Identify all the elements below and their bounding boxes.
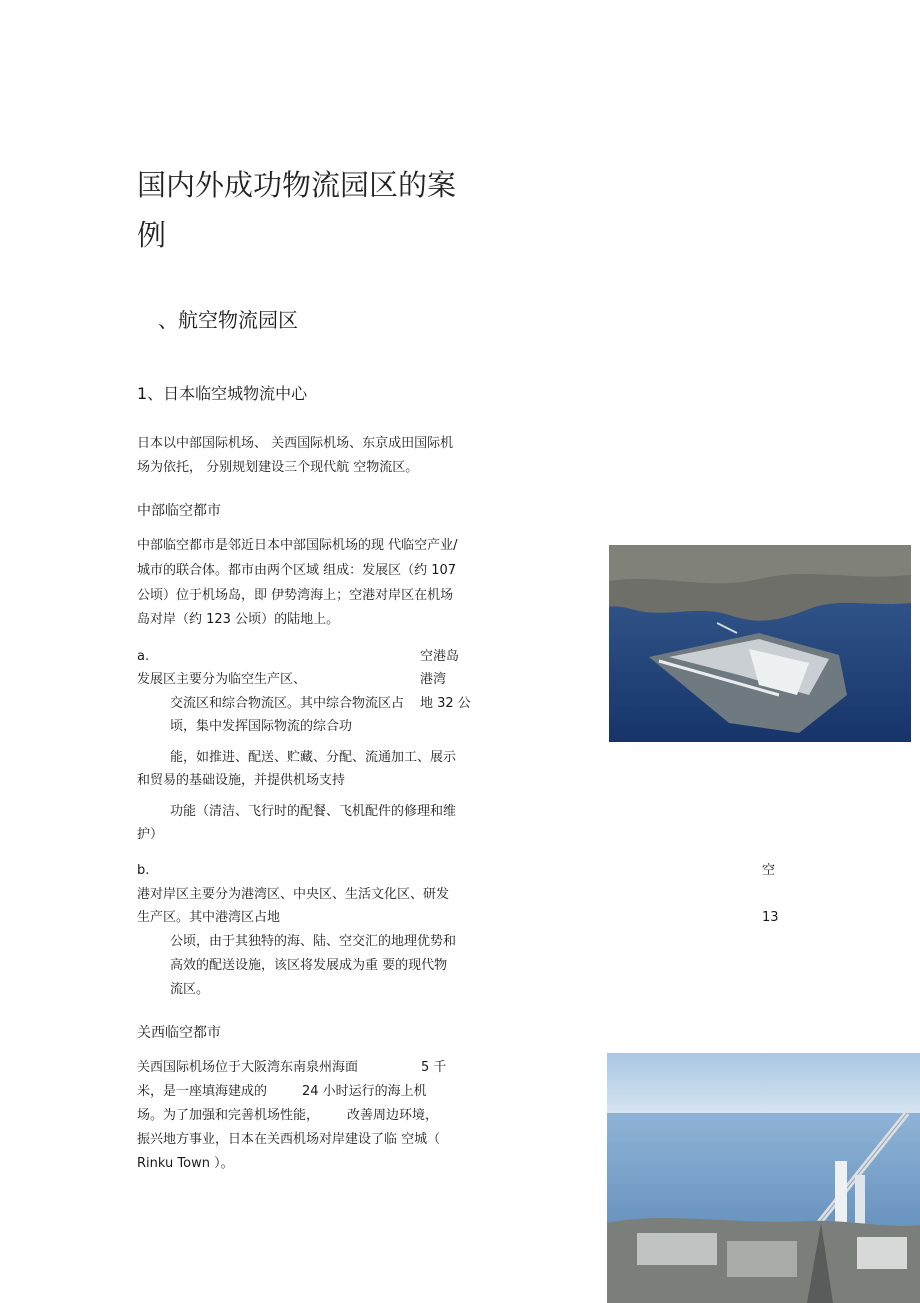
item-b-line-4: 公顷，由于其独特的海、陆、空交汇的地理优势和: [170, 934, 457, 949]
kansai-line-3-right: 改善周边环境，: [347, 1108, 439, 1123]
item-b-line-2: 港对岸区主要分为港湾区、中央区、生活文化区、研发: [137, 887, 450, 902]
item-b-right-1: 空: [762, 863, 776, 878]
item-b-line-6: 流区。: [170, 982, 210, 997]
chubu-para-line-2: 城市的联合体。都市由两个区域 组成：发展区（约 107: [137, 563, 457, 578]
kansai-line-4: 振兴地方事业，日本在关西机场对岸建设了临 空城（: [137, 1132, 441, 1147]
item-a-line-2: 发展区主要分为临空生产区、: [137, 672, 307, 687]
item-a-line-8: 护）: [137, 827, 164, 842]
chubu-airport-aerial-photo: [609, 545, 911, 742]
item-a-line-4: 顷，集中发挥国际物流的综合功: [170, 719, 353, 734]
item-a-right-2: 港湾: [420, 672, 447, 687]
chubu-para-line-4: 岛对岸（约 123 公顷）的陆地上。: [137, 612, 340, 627]
kansai-line-3: 场。为了加强和完善机场性能，: [137, 1108, 320, 1123]
kansai-line-2: 米，是一座填海建成的: [137, 1084, 268, 1099]
page-title: 国内外成功物流园区的案例: [137, 168, 457, 252]
item-a-right-3: 地 32 公: [420, 696, 471, 711]
item-a-line-3: 交流区和综合物流区。其中综合物流区占: [170, 696, 405, 711]
item-a-right-1: 空港岛: [420, 649, 460, 664]
section-heading: 、航空物流园区: [158, 308, 298, 332]
item-b-marker: b.: [137, 863, 150, 878]
item-b-line-5: 高效的配送设施，该区将发展成为重 要的现代物: [170, 958, 448, 973]
item-a-line-7: 功能（清洁、飞行时的配餐、飞机配件的修理和维: [170, 804, 457, 819]
item-b-line-3: 生产区。其中港湾区占地: [137, 910, 281, 925]
item-a-marker: a.: [137, 649, 150, 664]
chubu-para-line-1: 中部临空都市是邻近日本中部国际机场的现 代临空产业/: [137, 538, 458, 553]
item-a-line-5: 能，如推进、配送、贮藏、分配、流通加工、展示: [170, 750, 457, 765]
kansai-line-1-right: 5 千: [421, 1060, 447, 1075]
chubu-heading: 中部临空都市: [137, 503, 221, 519]
kansai-line-5: Rinku Town ）。: [137, 1156, 234, 1171]
intro-line-1: 日本以中部国际机场、 关西国际机场、东京成田国际机: [137, 436, 454, 451]
kansai-line-1: 关西国际机场位于大阪湾东南泉州海面: [137, 1060, 359, 1075]
subsection-heading: 1、日本临空城物流中心: [137, 384, 308, 403]
item-a-line-6: 和贸易的基础设施，并提供机场支持: [137, 773, 346, 788]
kansai-rinku-town-aerial-photo: [607, 1053, 920, 1303]
kansai-heading: 关西临空都市: [137, 1025, 221, 1041]
intro-line-2: 场为依托， 分别规划建设三个现代航 空物流区。: [137, 460, 419, 475]
item-b-right-3: 13: [762, 910, 779, 925]
kansai-line-2-right: 24 小时运行的海上机: [302, 1084, 427, 1099]
chubu-para-line-3: 公顷）位于机场岛，即 伊势湾海上；空港对岸区在机场: [137, 588, 454, 603]
